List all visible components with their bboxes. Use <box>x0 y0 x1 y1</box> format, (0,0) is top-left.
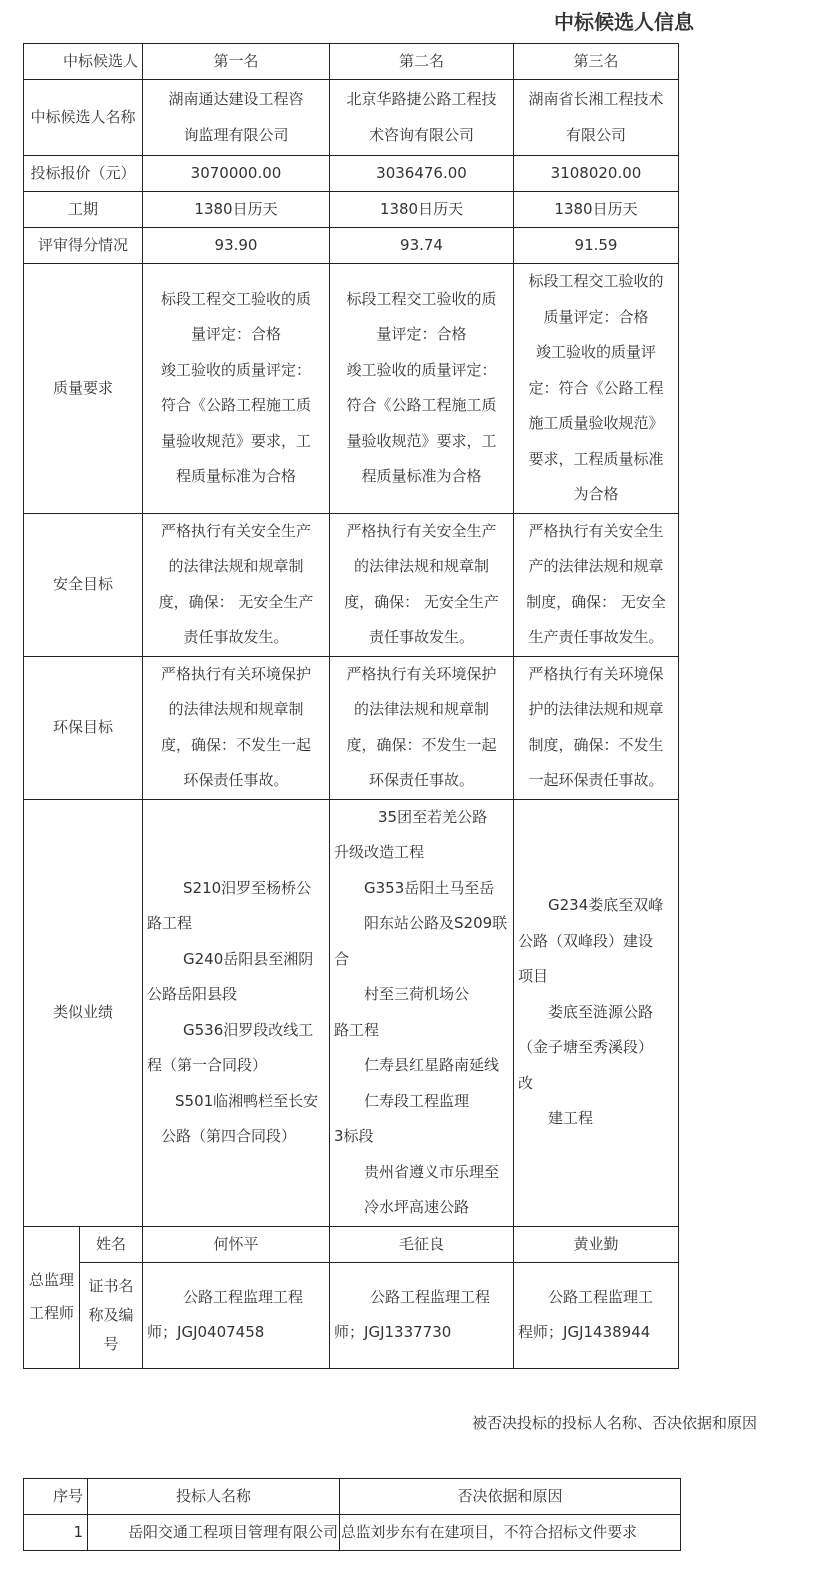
cell-score-2: 93.74 <box>330 228 514 264</box>
cell-engineer-name-2: 毛征良 <box>330 1226 514 1262</box>
header-candidate: 中标候选人 <box>24 44 143 80</box>
label-similar: 类似业绩 <box>24 799 143 1226</box>
rejected-header-bidder: 投标人名称 <box>88 1479 340 1515</box>
rejected-header-row <box>24 1479 681 1515</box>
row-engineer-cert <box>24 1262 679 1368</box>
label-price: 投标报价（元） <box>24 156 143 192</box>
label-cert: 证书名称及编号 <box>80 1262 143 1368</box>
rejected-section-title: 被否决投标的投标人名称、否决依据和原因 <box>472 1414 758 1432</box>
cell-name-3: 湖南省长湘工程技术 有限公司 <box>514 80 679 156</box>
rejected-table <box>23 1478 681 1551</box>
table-header-row <box>24 44 679 80</box>
cell-quality-1: 标段工程交工验收的质 量评定：合格 竣工验收的质量评定： 符合《公路工程施工质 量验收规范》要求，工 程质量标准为合格 <box>143 264 330 514</box>
row-score <box>24 228 679 264</box>
cell-engineer-name-3: 黄业勤 <box>514 1226 679 1262</box>
cell-score-1: 93.90 <box>143 228 330 264</box>
cell-quality-2: 标段工程交工验收的质 量评定：合格 竣工验收的质量评定： 符合《公路工程施工质 量验收规范》要求，工 程质量标准为合格 <box>330 264 514 514</box>
cell-cert-2: 公路工程监理工程 师；JGJ1337730 <box>330 1262 514 1368</box>
row-period <box>24 192 679 228</box>
row-similar <box>24 799 679 1226</box>
cell-cert-3: 公路工程监理工 程师；JGJ1438944 <box>514 1262 679 1368</box>
cell-similar-3: G234娄底至双峰 公路（双峰段）建设 项目 娄底至涟源公路 （金子塘至秀溪段） 改 建工程 <box>514 799 679 1226</box>
cell-name-1: 湖南通达建设工程咨 询监理有限公司 <box>143 80 330 156</box>
cell-safety-2: 严格执行有关安全生产 的法律法规和规章制 度，确保： 无安全生产 责任事故发生。 <box>330 513 514 656</box>
cell-env-1: 严格执行有关环境保护 的法律法规和规章制 度，确保：不发生一起 环保责任事故。 <box>143 656 330 799</box>
cell-safety-3: 严格执行有关安全生 产的法律法规和规章 制度，确保： 无安全 生产责任事故发生。 <box>514 513 679 656</box>
page-title: 中标候选人信息 <box>554 10 694 34</box>
label-period: 工期 <box>24 192 143 228</box>
rejected-row <box>24 1515 681 1551</box>
cell-period-1: 1380日历天 <box>143 192 330 228</box>
header-second: 第二名 <box>330 44 514 80</box>
candidates-table <box>23 43 679 1369</box>
cell-safety-1: 严格执行有关安全生产 的法律法规和规章制 度，确保： 无安全生产 责任事故发生。 <box>143 513 330 656</box>
rejected-index: 1 <box>24 1515 88 1551</box>
cell-env-2: 严格执行有关环境保护 的法律法规和规章制 度，确保：不发生一起 环保责任事故。 <box>330 656 514 799</box>
cell-quality-3: 标段工程交工验收的 质量评定：合格 竣工验收的质量评 定：符合《公路工程 施工质量验收规范》 要求，工程质量标准 为合格 <box>514 264 679 514</box>
cell-similar-1: S210汨罗至杨桥公 路工程 G240岳阳县至湘阴 公路岳阳县段 G536汨罗段改线工 程（第一合同段） S501临湘鸭栏至长安 公路（第四合同段） <box>143 799 330 1226</box>
row-safety <box>24 513 679 656</box>
cell-price-2: 3036476.00 <box>330 156 514 192</box>
label-safety: 安全目标 <box>24 513 143 656</box>
cell-similar-2: 35团至若羌公路 升级改造工程 G353岳阳土马至岳 阳东站公路及S209联合 村至三荷机场公 路工程 仁寿县红星路南延线 仁寿段工程监理 3标段 贵州省遵义市乐理至 冷水坪高速公路 <box>330 799 514 1226</box>
label-candidate-name: 中标候选人名称 <box>24 80 143 156</box>
rejected-header-reason: 否决依据和原因 <box>340 1479 681 1515</box>
label-quality: 质量要求 <box>24 264 143 514</box>
cell-score-3: 91.59 <box>514 228 679 264</box>
cell-cert-1: 公路工程监理工程 师；JGJ0407458 <box>143 1262 330 1368</box>
cell-price-1: 3070000.00 <box>143 156 330 192</box>
rejected-header-index: 序号 <box>24 1479 88 1515</box>
label-engineer-name: 姓名 <box>80 1226 143 1262</box>
cell-period-2: 1380日历天 <box>330 192 514 228</box>
cell-period-3: 1380日历天 <box>514 192 679 228</box>
cell-name-2: 北京华路捷公路工程技 术咨询有限公司 <box>330 80 514 156</box>
label-environment: 环保目标 <box>24 656 143 799</box>
cell-env-3: 严格执行有关环境保 护的法律法规和规章 制度，确保：不发生 一起环保责任事故。 <box>514 656 679 799</box>
row-engineer-name <box>24 1226 679 1262</box>
cell-price-3: 3108020.00 <box>514 156 679 192</box>
header-third: 第三名 <box>514 44 679 80</box>
row-candidate-name <box>24 80 679 156</box>
label-score: 评审得分情况 <box>24 228 143 264</box>
row-price <box>24 156 679 192</box>
rejected-bidder-name: 岳阳交通工程项目管理有限公司 <box>88 1515 340 1551</box>
rejected-reason: 总监刘步东有在建项目，不符合招标文件要求 <box>340 1515 681 1551</box>
cell-engineer-name-1: 何怀平 <box>143 1226 330 1262</box>
label-chief-engineer: 总监理工程师 <box>24 1226 80 1368</box>
row-quality <box>24 264 679 514</box>
row-environment <box>24 656 679 799</box>
header-first: 第一名 <box>143 44 330 80</box>
